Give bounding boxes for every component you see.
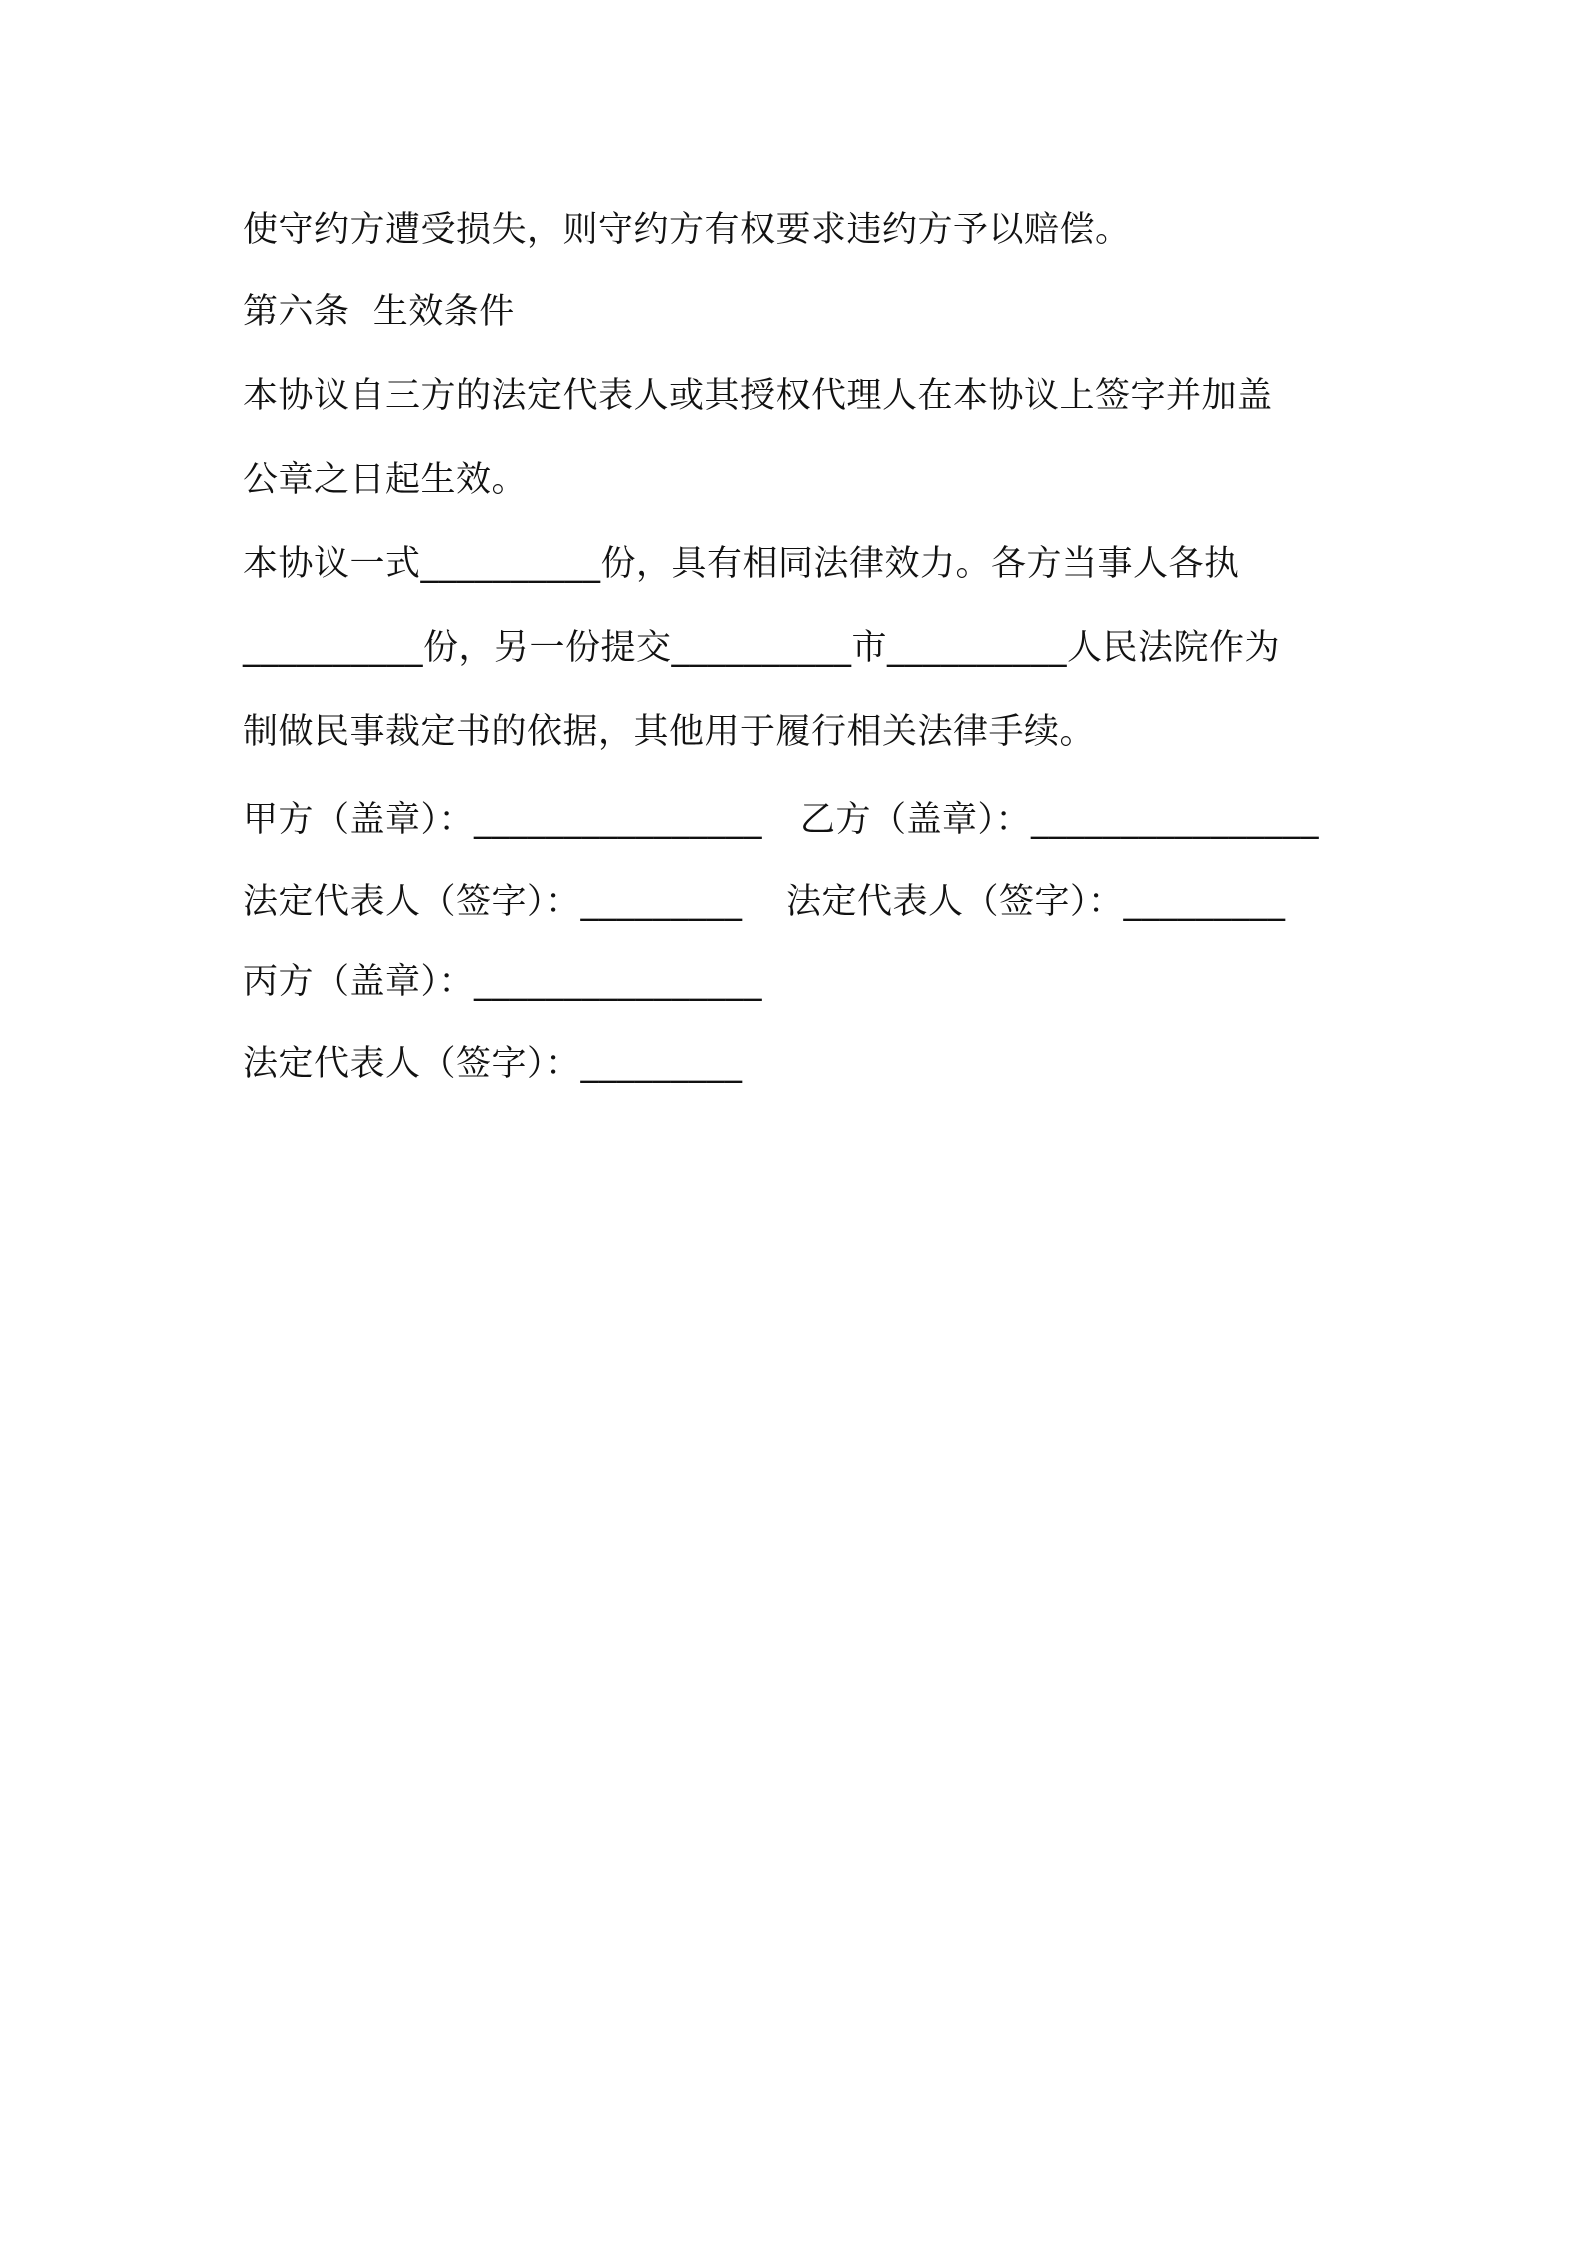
paragraph-line: __________份，另一份提交__________市__________人民法院作为: [243, 628, 1281, 668]
paragraph-line: 本协议自三方的法定代表人或其授权代理人在本协议上签字并加盖: [243, 376, 1273, 416]
paragraph-line: 公章之日起生效。: [243, 460, 528, 500]
paragraph-line: 使守约方遭受损失，则守约方有权要求违约方予以赔偿。: [243, 210, 1131, 250]
article-heading: 第六条 生效条件: [243, 292, 515, 332]
party-b-seal-field: 乙方（盖章）：________________: [800, 800, 1320, 840]
paragraph-line: 本协议一式__________份，具有相同法律效力。各方当事人各执: [243, 544, 1240, 584]
party-a-seal-field: 甲方（盖章）：________________: [243, 800, 763, 840]
party-b-rep-field: 法定代表人（签字）：_________: [786, 882, 1286, 922]
paragraph-line: 制做民事裁定书的依据，其他用于履行相关法律手续。: [243, 712, 1096, 752]
party-a-rep-field: 法定代表人（签字）：_________: [243, 882, 743, 922]
party-c-seal-field: 丙方（盖章）：________________: [243, 962, 763, 1002]
party-c-rep-field: 法定代表人（签字）：_________: [243, 1044, 743, 1084]
